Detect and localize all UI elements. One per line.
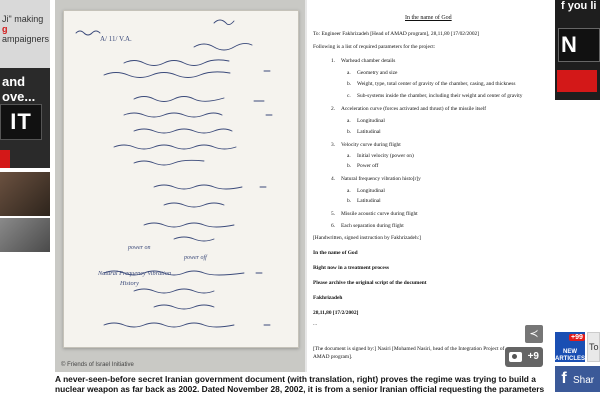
right-sidebar	[555, 0, 600, 400]
article-image[interactable]	[55, 0, 550, 372]
item-text: Power off	[357, 163, 379, 169]
translation-subitem	[347, 93, 523, 100]
share-top-button[interactable]: To	[587, 332, 600, 362]
item-text: Missile acoustic curve during flight	[341, 211, 418, 217]
signed-date: 28,11,80 [17/2/2002]	[313, 310, 359, 316]
new-articles-button[interactable]	[555, 332, 585, 362]
right-promo-text: f you li	[561, 0, 597, 12]
handwritten-document-photo	[55, 0, 305, 372]
signed-right-now: Right now in a treatment process	[313, 265, 390, 271]
translation-subitem	[347, 153, 414, 160]
translation-document	[307, 0, 550, 372]
item-text: Longitudinal	[357, 118, 385, 124]
translation-subitem	[347, 188, 385, 195]
item-number: b.	[347, 81, 352, 87]
share-icon[interactable]: ≺	[525, 325, 543, 343]
translation-item	[331, 211, 418, 218]
item-text: Weight, type, total center of gravity of the chamber, casing, and thickness	[357, 81, 516, 87]
facebook-share-button[interactable]	[555, 366, 600, 392]
handwritten-power-off: power off	[184, 255, 207, 261]
ellipsis: ...	[313, 321, 318, 327]
item-text: Each separation during flight	[341, 223, 404, 229]
item-number: b.	[347, 163, 352, 169]
handwritten-english-note-1: Natural Frequency Vibration	[98, 270, 172, 277]
facebook-icon: f	[561, 370, 567, 387]
handwritten-date: A/ 11/ V.A.	[100, 35, 132, 43]
left-sidebar	[0, 0, 50, 400]
translation-intro: Following is a list of required parameters for the project:	[313, 44, 436, 50]
gallery-count: +9	[527, 351, 539, 362]
new-articles-label: NEW ARTICLES	[555, 349, 585, 362]
translation-subitem	[347, 198, 381, 205]
item-text: Warhead chamber details	[341, 58, 396, 64]
item-text: Latitudinal	[357, 129, 381, 135]
handwritten-power-on: power on	[128, 245, 151, 251]
handwritten-english-note-2: History	[120, 280, 139, 287]
left-article-teaser[interactable]	[0, 0, 50, 68]
item-number: 5.	[331, 211, 336, 217]
signed-instruction: [Handwritten, signed instruction by Fakhrizadeh:]	[313, 235, 421, 241]
item-number: 1.	[331, 58, 336, 64]
item-text: Longitudinal	[357, 188, 385, 194]
right-promo-logo: N	[558, 28, 600, 62]
right-red-accent	[557, 70, 597, 92]
photo-watermark: © Friends of Israel Initiative	[61, 362, 134, 368]
left-thumbnail-1[interactable]	[0, 172, 50, 216]
translation-title: In the name of God	[405, 15, 452, 21]
item-number: a.	[347, 118, 351, 124]
item-text: Latitudinal	[357, 198, 381, 204]
translation-subitem	[347, 81, 515, 88]
translation-to-line: To: Engineer Fakhrizadeh [Head of AMAD program], 28,11,80 [17/02/2002]	[313, 31, 480, 37]
item-number: b.	[347, 129, 352, 135]
signed-by-2: AMAD program].	[313, 354, 353, 360]
item-number: a.	[347, 70, 351, 76]
item-number: b.	[347, 198, 352, 204]
item-text: Velocity curve during flight	[341, 142, 401, 148]
item-text: Natural frequency vibration histo[r]y	[341, 176, 421, 182]
handwritten-paper	[63, 10, 299, 348]
translation-subitem	[347, 118, 385, 125]
translation-item	[331, 176, 421, 183]
image-caption: A never-seen-before secret Iranian government document (with translation, right) proves the regime was trying to build a nuclear weapon as far back as 2002. Dated November 28, 2002, it is from a senior Iranian official requesting the parameters	[55, 374, 545, 394]
left-promo-logo: IT	[0, 104, 42, 140]
item-number: c.	[347, 93, 351, 99]
translation-item	[331, 223, 404, 230]
item-number: 6.	[331, 223, 336, 229]
gallery-button[interactable]	[505, 347, 543, 367]
signed-by: [The document is signed by:] Nasiri [Mohamed Nasiri, head of the Integration Project of	[313, 346, 505, 352]
right-promo-panel[interactable]	[555, 0, 600, 100]
item-text: Sub-systems inside the chamber, including their weight and center of gravity	[357, 93, 523, 99]
handwriting-scribbles	[64, 11, 300, 349]
camera-icon	[509, 352, 522, 362]
translation-subitem	[347, 129, 381, 136]
translation-item	[331, 106, 486, 113]
item-number: 2.	[331, 106, 336, 112]
translation-item	[331, 142, 401, 149]
translation-subitem	[347, 163, 378, 170]
signed-archive: Please archive the original script of the document	[313, 280, 427, 286]
item-number: 4.	[331, 176, 336, 182]
item-number: a.	[347, 153, 351, 159]
left-teaser-text: Ji" making g ampaigners	[2, 14, 50, 44]
translation-item	[331, 58, 395, 65]
left-red-accent	[0, 150, 10, 168]
item-number: a.	[347, 188, 351, 194]
translation-subitem	[347, 70, 397, 77]
signed-name: Fakhrizadeh	[313, 295, 343, 301]
signed-god: In the name of God	[313, 250, 358, 256]
left-promo-text: and ove...	[2, 74, 36, 104]
item-number: 3.	[331, 142, 336, 148]
item-text: Acceleration curve (forces activated and thrust) of the missile itself	[341, 106, 487, 112]
new-articles-badge: +99	[571, 334, 583, 341]
facebook-share-label: Shar	[573, 375, 595, 386]
item-text: Initial velocity (power on)	[357, 153, 414, 159]
left-thumbnail-2[interactable]	[0, 218, 50, 252]
item-text: Geometry and size	[357, 70, 398, 76]
